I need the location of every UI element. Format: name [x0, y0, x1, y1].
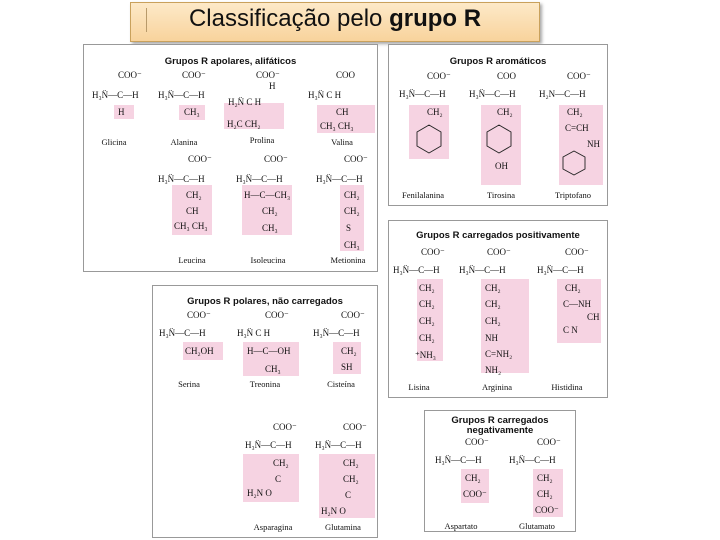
- svg-text:CH₃: CH₃: [262, 223, 278, 233]
- aa-name-aspartato: Aspartato: [444, 521, 478, 531]
- aa-name-triptofano: Triptofano: [554, 190, 592, 200]
- svg-text:COO⁻: COO⁻: [118, 70, 142, 80]
- aa-name-glutamato: Glutamato: [519, 521, 555, 531]
- aliphatic-structures: [84, 45, 379, 273]
- svg-text:COO⁻: COO⁻: [265, 310, 289, 320]
- svg-text:H₃N̈—C—H: H₃N̈—C—H: [245, 440, 292, 450]
- svg-text:H₂N—C—H: H₂N—C—H: [539, 89, 586, 99]
- svg-text:COO⁻: COO⁻: [427, 71, 451, 81]
- svg-text:CH₃: CH₃: [344, 240, 360, 250]
- svg-text:C: C: [345, 490, 352, 500]
- aa-name-metionina: Metionina: [330, 255, 366, 265]
- svg-text:H₃N̈—C—H: H₃N̈—C—H: [435, 455, 482, 465]
- aa-name-prolina: Prolina: [249, 135, 275, 145]
- svg-text:CH₂: CH₂: [419, 299, 435, 309]
- svg-text:CH₂: CH₂: [341, 346, 357, 356]
- svg-text:CH₂: CH₂: [485, 283, 501, 293]
- svg-text:COO⁻: COO⁻: [188, 154, 212, 164]
- svg-text:CH₂: CH₂: [537, 473, 553, 483]
- svg-text:H₃N̈—C—H: H₃N̈—C—H: [159, 328, 206, 338]
- svg-text:CH₂: CH₂: [344, 206, 360, 216]
- svg-text:C N: C N: [563, 325, 578, 335]
- svg-text:H₃N̈—C—H: H₃N̈—C—H: [459, 265, 506, 275]
- svg-text:CH₃: CH₃: [265, 364, 281, 374]
- svg-text:H₃N̈—C—H: H₃N̈—C—H: [393, 265, 440, 275]
- svg-text:CH₂: CH₂: [485, 299, 501, 309]
- svg-text:CH₂: CH₂: [186, 190, 202, 200]
- svg-text:H₃N̈—C—H: H₃N̈—C—H: [316, 174, 363, 184]
- svg-text:CH₂: CH₂: [565, 283, 581, 293]
- svg-text:CH₂: CH₂: [567, 107, 583, 117]
- aa-name-fenilalanina: Fenilalanina: [401, 190, 444, 200]
- svg-text:H₂N O: H₂N O: [321, 506, 346, 516]
- svg-text:H₃N̈ C H: H₃N̈ C H: [308, 90, 342, 100]
- positive-structures: [389, 221, 609, 399]
- svg-text:H₃N̈ C H: H₃N̈ C H: [237, 328, 271, 338]
- svg-text:COO: COO: [336, 70, 356, 80]
- panel-title: Grupos R carregados positivamente: [416, 230, 580, 241]
- svg-text:⁺NH₃: ⁺NH₃: [415, 350, 436, 360]
- svg-text:CH₂: CH₂: [419, 283, 435, 293]
- aa-name-glicina: Glicina: [101, 137, 127, 147]
- aa-name-alanina: Alanina: [170, 137, 198, 147]
- svg-text:C—NH: C—NH: [563, 299, 592, 309]
- svg-text:NH: NH: [587, 139, 600, 149]
- svg-text:COO⁻: COO⁻: [341, 310, 365, 320]
- slide-title: Classificação pelo grupo R: [188, 5, 482, 32]
- svg-text:COO⁻: COO⁻: [565, 247, 589, 257]
- aromatic-structures: [389, 45, 609, 207]
- svg-text:CH₂: CH₂: [419, 333, 435, 343]
- panel-aliphatic: [83, 44, 378, 272]
- svg-text:COO⁻: COO⁻: [344, 154, 368, 164]
- svg-text:H₂N̈ C H: H₂N̈ C H: [228, 97, 262, 107]
- svg-text:NH₂: NH₂: [485, 365, 502, 375]
- svg-text:COO⁻: COO⁻: [535, 505, 559, 515]
- svg-text:H₃N̈—C—H: H₃N̈—C—H: [92, 90, 139, 100]
- svg-text:H₃N̈—C—H: H₃N̈—C—H: [236, 174, 283, 184]
- svg-text:H₃N̈—C—H: H₃N̈—C—H: [509, 455, 556, 465]
- svg-text:CH₂: CH₂: [485, 316, 501, 326]
- svg-text:H₂C CH₂: H₂C CH₂: [227, 119, 261, 129]
- negative-structures: [425, 411, 577, 533]
- aa-name-serina: Serina: [178, 379, 200, 389]
- svg-text:H—C—CH₃: H—C—CH₃: [244, 190, 291, 200]
- svg-text:CH: CH: [186, 206, 199, 216]
- svg-text:CH₂: CH₂: [262, 206, 278, 216]
- aa-name-arginina: Arginina: [481, 382, 513, 392]
- svg-text:CH₂: CH₂: [465, 473, 481, 483]
- aa-name-isoleucina: Isoleucina: [250, 255, 286, 265]
- svg-text:COO: COO: [497, 71, 517, 81]
- svg-text:S: S: [346, 223, 352, 233]
- svg-text:H₃N̈—C—H: H₃N̈—C—H: [315, 440, 362, 450]
- svg-text:CH: CH: [587, 312, 600, 322]
- svg-text:H₃N̈—C—H: H₃N̈—C—H: [537, 265, 584, 275]
- svg-text:CH₂: CH₂: [343, 458, 359, 468]
- svg-text:C: C: [275, 474, 282, 484]
- svg-text:SH: SH: [341, 362, 353, 372]
- svg-text:H₃N̈—C—H: H₃N̈—C—H: [469, 89, 516, 99]
- svg-text:COO⁻: COO⁻: [273, 422, 297, 432]
- svg-text:CH₂: CH₂: [419, 316, 435, 326]
- svg-text:CH₂: CH₂: [273, 458, 289, 468]
- svg-text:CH: CH: [336, 107, 349, 117]
- svg-text:H₃N̈—C—H: H₃N̈—C—H: [158, 90, 205, 100]
- aa-name-glutamina: Glutamina: [325, 522, 361, 532]
- svg-text:CH₂: CH₂: [537, 489, 553, 499]
- svg-text:CH₂: CH₂: [344, 190, 360, 200]
- panel-polar: [152, 285, 378, 538]
- aa-name-treonina: Treonina: [249, 379, 281, 389]
- panel-title: Grupos R carregados negativamente: [451, 415, 549, 436]
- panel-title: Grupos R apolares, alifáticos: [164, 56, 297, 67]
- svg-text:CH₃ CH₃: CH₃ CH₃: [174, 221, 208, 231]
- svg-text:H₂N O: H₂N O: [247, 488, 272, 498]
- svg-text:NH: NH: [485, 333, 498, 343]
- svg-text:COO⁻: COO⁻: [256, 70, 280, 80]
- svg-text:C=NH₂: C=NH₂: [485, 349, 513, 359]
- svg-text:COO⁻: COO⁻: [567, 71, 591, 81]
- aa-name-asparagina: Asparagina: [253, 522, 293, 532]
- svg-text:CH₂: CH₂: [343, 474, 359, 484]
- aa-name-cisteina: Cisteína: [327, 379, 355, 389]
- svg-text:CH₃: CH₃: [184, 107, 200, 117]
- svg-text:CH₂: CH₂: [497, 107, 513, 117]
- panel-negative: [424, 410, 576, 532]
- svg-text:C=CH: C=CH: [565, 123, 589, 133]
- aa-name-leucina: Leucina: [178, 255, 206, 265]
- aa-name-valina: Valina: [331, 137, 353, 147]
- svg-text:H₃N̈—C—H: H₃N̈—C—H: [399, 89, 446, 99]
- aa-name-tirosina: Tirosina: [486, 190, 516, 200]
- svg-text:COO⁻: COO⁻: [465, 437, 489, 447]
- svg-text:COO⁻: COO⁻: [182, 70, 206, 80]
- svg-text:COO⁻: COO⁻: [187, 310, 211, 320]
- svg-text:H: H: [118, 107, 125, 117]
- svg-text:H—C—OH: H—C—OH: [247, 346, 291, 356]
- svg-text:OH: OH: [495, 161, 508, 171]
- svg-text:COO⁻: COO⁻: [421, 247, 445, 257]
- svg-text:COO⁻: COO⁻: [537, 437, 561, 447]
- svg-text:CH₃ CH₃: CH₃ CH₃: [320, 121, 354, 131]
- svg-text:COO⁻: COO⁻: [343, 422, 367, 432]
- svg-text:CH₂: CH₂: [427, 107, 443, 117]
- panel-aromatic: [388, 44, 608, 206]
- svg-text:CH₂OH: CH₂OH: [185, 346, 214, 356]
- panel-title: Grupos R aromáticos: [449, 56, 547, 67]
- svg-text:COO⁻: COO⁻: [463, 489, 487, 499]
- svg-text:COO⁻: COO⁻: [264, 154, 288, 164]
- aa-name-histidina: Histidina: [551, 382, 583, 392]
- svg-text:H: H: [269, 81, 276, 91]
- svg-text:H₃N̈—C—H: H₃N̈—C—H: [313, 328, 360, 338]
- aa-name-lisina: Lisina: [408, 382, 430, 392]
- panel-title: Grupos R polares, não carregados: [187, 296, 343, 307]
- polar-structures: [153, 286, 379, 539]
- panel-positive: [388, 220, 608, 398]
- svg-text:H₃N̈—C—H: H₃N̈—C—H: [158, 174, 205, 184]
- svg-text:COO⁻: COO⁻: [487, 247, 511, 257]
